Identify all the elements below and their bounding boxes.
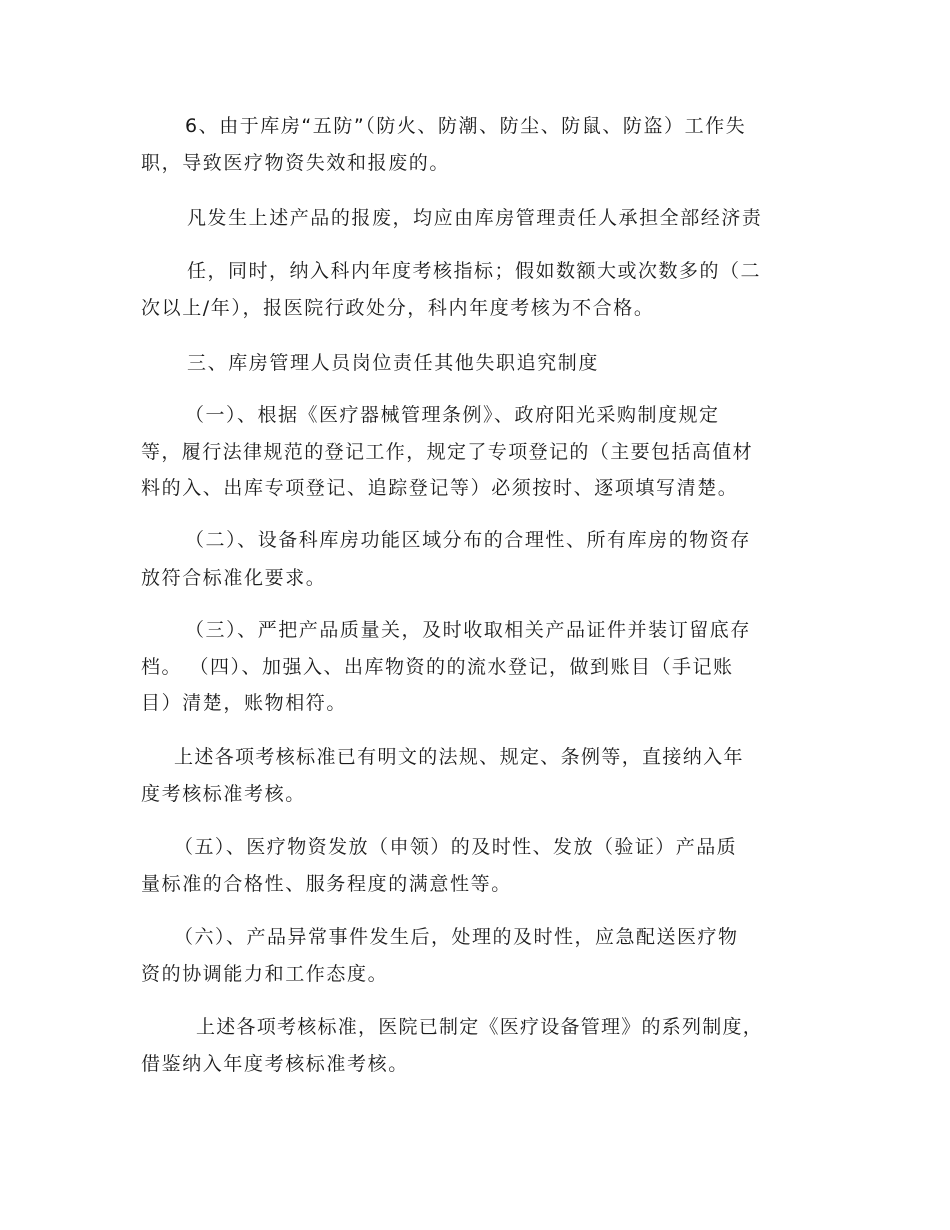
paragraph-line: （一）、根据《医疗器械管理条例》、政府阳光采购制度规定 — [185, 404, 720, 426]
paragraph-line: 上述各项考核标准已有明文的法规、规定、条例等，直接纳入年 — [174, 746, 744, 768]
paragraph-line: 度考核标准考核。 — [141, 783, 306, 805]
paragraph-line: 6、由于库房“五防”（防火、防潮、防尘、防鼠、防盗）工作失 — [185, 115, 747, 137]
section-heading: 三、库房管理人员岗位责任其他失职追究制度 — [187, 352, 600, 374]
paragraph-line: （五）、医疗物资发放（申领）的及时性、发放（验证）产品质 — [174, 836, 738, 858]
paragraph-line: 档。 （四）、加强入、出库物资的的流水登记，做到账目（手记账 — [141, 656, 734, 678]
paragraph-line: 目）清楚，账物相符。 — [141, 692, 348, 714]
paragraph-line: 等，履行法律规范的登记工作，规定了专项登记的（主要包括高值材 — [141, 441, 754, 463]
paragraph-line: 料的入、出库专项登记、追踪登记等）必须按时、逐项填写清楚。 — [141, 477, 739, 499]
paragraph-line: 借鉴纳入年度考核标准考核。 — [141, 1053, 409, 1075]
paragraph-line: （三）、严把产品质量关，及时收取相关产品证件并装订留底存 — [185, 619, 751, 641]
paragraph-line: （二）、设备科库房功能区域分布的合理性、所有库房的物资存 — [185, 529, 751, 551]
paragraph-line: 放符合标准化要求。 — [141, 567, 327, 589]
paragraph-line: 职，导致医疗物资失效和报废的。 — [141, 152, 451, 174]
paragraph-line: 次以上/年），报医院行政处分，科内年度考核为不合格。 — [141, 297, 655, 319]
paragraph-line: 资的协调能力和工作态度。 — [141, 963, 389, 985]
paragraph-line: （六）、产品异常事件发生后，处理的及时性，应急配送医疗物 — [174, 926, 739, 948]
paragraph-line: 凡发生上述产品的报废，均应由库房管理责任人承担全部经济责 — [187, 207, 763, 229]
paragraph-line: 上述各项考核标准，医院已制定《医疗设备管理》的系列制度， — [196, 1016, 764, 1038]
paragraph-line: 量标准的合格性、服务程度的满意性等。 — [141, 873, 512, 895]
paragraph-line: 任，同时，纳入科内年度考核指标；假如数额大或次数多的（二 — [187, 260, 762, 282]
